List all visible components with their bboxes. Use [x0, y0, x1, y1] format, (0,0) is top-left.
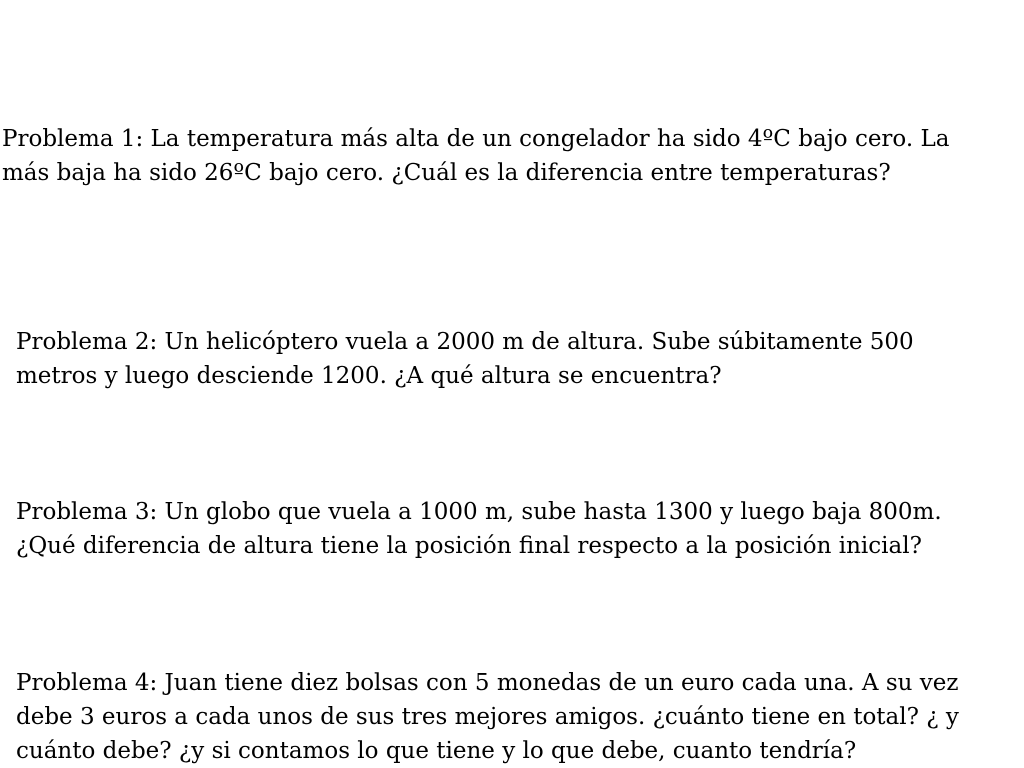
problem-4 — [16, 666, 959, 768]
problem-3 — [16, 495, 942, 563]
problem-4-line-2: debe 3 euros a cada unos de sus tres mejores amigos. ¿cuánto tiene en total? ¿ y — [16, 704, 959, 730]
problem-3-line-2: ¿Qué diferencia de altura tiene la posición final respecto a la posición inicial? — [16, 533, 922, 559]
problem-1 — [2, 122, 949, 190]
problem-1-line-2: más baja ha sido 26ºC bajo cero. ¿Cuál es la diferencia entre temperaturas? — [2, 160, 891, 186]
problem-2-line-2: metros y luego desciende 1200. ¿A qué altura se encuentra? — [16, 363, 722, 389]
problem-4-line-1: Problema 4: Juan tiene diez bolsas con 5 monedas de un euro cada una. A su vez — [16, 670, 959, 696]
problem-4-line-3: cuánto debe? ¿y si contamos lo que tiene y lo que debe, cuanto tendría? — [16, 738, 857, 764]
problem-1-line-1: Problema 1: La temperatura más alta de un congelador ha sido 4ºC bajo cero. La — [2, 126, 950, 152]
problem-2 — [16, 325, 914, 393]
problem-3-line-1: Problema 3: Un globo que vuela a 1000 m, sube hasta 1300 y luego baja 800m. — [16, 499, 942, 525]
problem-2-line-1: Problema 2: Un helicóptero vuela a 2000 m de altura. Sube súbitamente 500 — [16, 329, 914, 355]
